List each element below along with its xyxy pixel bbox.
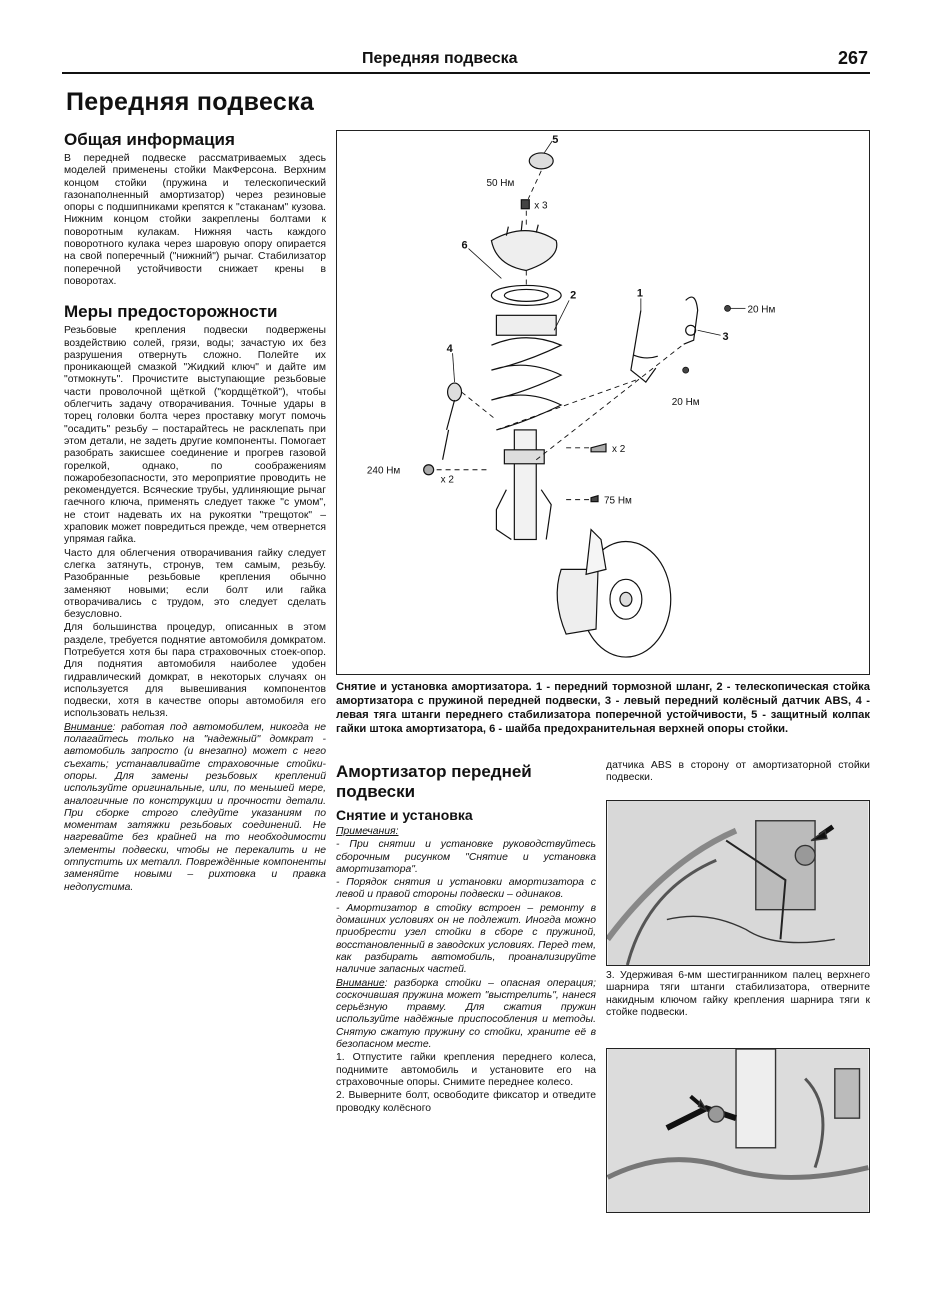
qty-x2-link: x 2 — [440, 474, 454, 486]
general-info-text: В передней подвеске рассматриваемых здесь моделей применены стойки МакФерсона. Верхним концом стойки (пружина и телескопический газонаполненный амортизатор) через резиновые опоры с подшипниками крепятся к "стаканам" кузова. Нижним концом стойки закреплены болтами к поворотным кулакам. Нижняя часть каждого поворотного кулака через шаровую опору опирается на свой поперечный ("нижний") рычаг. Стабилизатор поперечной устойчивости снижает крены в поворотах. — [64, 153, 326, 287]
assembly-drawing — [337, 131, 869, 674]
warning-text: : работая под автомобилем, никогда не полагайтесь только на "надежный" домкрат - автомобиль запросто (и внезапно) может с него съехать; устанавливайте страховочные стойки-опоры. Для замены резьбовых креплений используйте оригинальные, или, по меньшей мере, аналогичные по конструкции и прочности детали. При сборке строго следуйте указаниям по моментам затяжки резьбовых соединений. Не нагревайте без крайней на то необходимости элементы подвески, чтобы не перекалить и не отпустить их металл. Повреждённые компоненты заменяйте новыми – рихтовка и правка недопустима. — [64, 721, 326, 893]
top-nut-part — [521, 200, 529, 209]
running-header — [62, 50, 870, 74]
figure-caption: Снятие и установка амортизатора. 1 - передний тормозной шланг, 2 - телескопическая стойка амортизатора с пружиной передней подвески, 3 - левый передний колёсный датчик ABS, 4 - левая тяга штанги переднего стабилизатора поперечной устойчивости, 5 - защитный колпак гайки штока амортизатора, 6 - шайба предохранительная верхней опоры стойки. — [336, 681, 870, 735]
coil-spring-part — [491, 338, 561, 430]
warning-label: Внимание — [64, 721, 113, 733]
dust-cap-part — [529, 153, 553, 169]
knuckle-bolts — [591, 444, 606, 452]
brake-caliper-part — [557, 569, 598, 634]
page-number: 267 — [837, 48, 868, 68]
note-2: - Порядок снятия и установки амортизатора с левой и правой стороны подвески – одинаков. — [336, 877, 596, 901]
precautions-paragraph-1: Резьбовые крепления подвески подвержены воздействию солей, грязи, воды; зачастую их без разрушения отвернуть сложно. Полейте их проникающей смазкой "Жидкий ключ" и дайте им "отмокнуть". Прочистите выступающие резьбовые части проволочной щёткой ("кордщёткой"), чтобы облегчить задачу отворачивания. Точные удары в торец головки болта через проставку могут помочь "осадить" резьбу – постарайтесь не расклепать при этом детали, не задеть другие компоненты. Помогает разобрать закисшее соединение и прогрев газовой горелкой, однако, по соображениям пожаробезопасности, это мероприятие проводить не рекомендуется. Всяческие трубы, удлиняющие рычаг гаечного ключа, применять следует также "с умом", не стоит надевать их на рукоятки "трещоток" – храповик может повредиться прежде, чем отвернется упрямая гайка. — [64, 325, 326, 546]
torque-50: 50 Нм — [486, 177, 515, 189]
removal-installation-subheading: Снятие и установка — [336, 807, 473, 823]
callout-4: 4 — [446, 343, 453, 356]
protective-washer-part — [491, 285, 561, 305]
shock-warning-label: Внимание — [336, 977, 385, 989]
callout-1: 1 — [636, 287, 643, 300]
torque-20-a: 20 Нм — [747, 304, 776, 316]
note-3: - Амортизатор в стойку встроен – ремонту в домашних условиях он не подлежит. Иногда можно приобрести узел стойки в сборе с пружиной, восстановленный в заводских условиях. Перед тем, как разбирать автомобиль, проанализируйте наличие запасных частей. — [336, 902, 596, 976]
page-title: Передняя подвеска — [66, 88, 315, 116]
shock-absorber-assembly-diagram — [336, 130, 870, 675]
steering-knuckle-part — [586, 530, 606, 575]
shock-warning-text: : разборка стойки – опасная операция; соскочившая пружина может "выстрелить", нанеся серьёзную травму. Для сжатия пружин используйте надёжные приспособления и методы. Снятую сжатую пружину со стойки, храните её в безопасном месте. — [336, 977, 596, 1051]
torque-240: 240 Нм — [366, 465, 401, 477]
left-column — [64, 130, 326, 895]
abs-sensor-part — [684, 297, 698, 344]
qty-x2-bolts: x 2 — [611, 443, 626, 455]
callout-3: 3 — [722, 331, 729, 344]
stabilizer-link-part — [448, 383, 462, 401]
step-3: 3. Удерживая 6-мм шестигранником палец верхнего шарнира тяги штанги стабилизатора, отверните накидным ключом гайку крепления шарнира тяги к стойке подвески. — [606, 970, 870, 1018]
strut-top — [496, 315, 556, 335]
qty-x3: x 3 — [534, 200, 548, 212]
torque-20-b: 20 Нм — [671, 396, 700, 408]
right-column — [606, 760, 870, 785]
upper-mount-part — [491, 231, 556, 271]
step-2-continuation: датчика ABS в сторону от амортизаторной стойки подвески. — [606, 760, 870, 784]
callout-6: 6 — [461, 239, 468, 252]
precautions-warning — [64, 722, 326, 894]
stabilizer-link-photo — [606, 1048, 870, 1213]
middle-column — [336, 762, 596, 1116]
abs-wiring-photo — [606, 800, 870, 966]
step-2: 2. Выверните болт, освободите фиксатор и отведите проводку колёсного — [336, 1090, 596, 1114]
notes-label: Примечания: — [336, 826, 399, 837]
precautions-paragraph-2: Часто для облегчения отворачивания гайку следует слегка затянуть, стронув, тем самым, резьбу. Разобранные резьбовые крепления обычно заменяют новыми; если болт или гайка отворачивались с трудом, это следует сделать безусловно. — [64, 547, 326, 621]
brake-hose-part — [631, 310, 656, 382]
callout-2: 2 — [570, 289, 577, 302]
step-1: 1. Отпустите гайки крепления переднего колеса, поднимите автомобиль и установите его на страховочные опоры. Снимите переднее колесо. — [336, 1052, 596, 1088]
running-title: Передняя подвеска — [362, 50, 518, 67]
note-1: - При снятии и установке руководствуйтесь сборочным рисунком "Снятие и установка амортизатора". — [336, 839, 596, 875]
stabilizer-link-photo-drawing — [607, 1049, 869, 1212]
strut-body-part — [514, 430, 536, 540]
abs-wiring-photo-drawing — [607, 801, 869, 965]
torque-75: 75 Нм — [603, 495, 632, 507]
callout-5: 5 — [552, 133, 559, 146]
shock-warning — [336, 978, 596, 1052]
precautions-paragraph-3: Для большинства процедур, описанных в этом разделе, требуется поднятие автомобиля домкратом. Потребуется хотя бы пара страховочных стоек-опор. Для поднятия автомобиля наиболее удобен гидравлический домкрат, в некоторых случаях он используется для вывешивания компонентов подвески, хотя в качестве опоры автомобиля его использовать нельзя. — [64, 622, 326, 720]
precautions-heading: Меры предосторожности — [64, 302, 278, 322]
general-info-heading: Общая информация — [64, 130, 235, 149]
shock-absorber-heading: Амортизатор передней подвески — [336, 762, 532, 801]
